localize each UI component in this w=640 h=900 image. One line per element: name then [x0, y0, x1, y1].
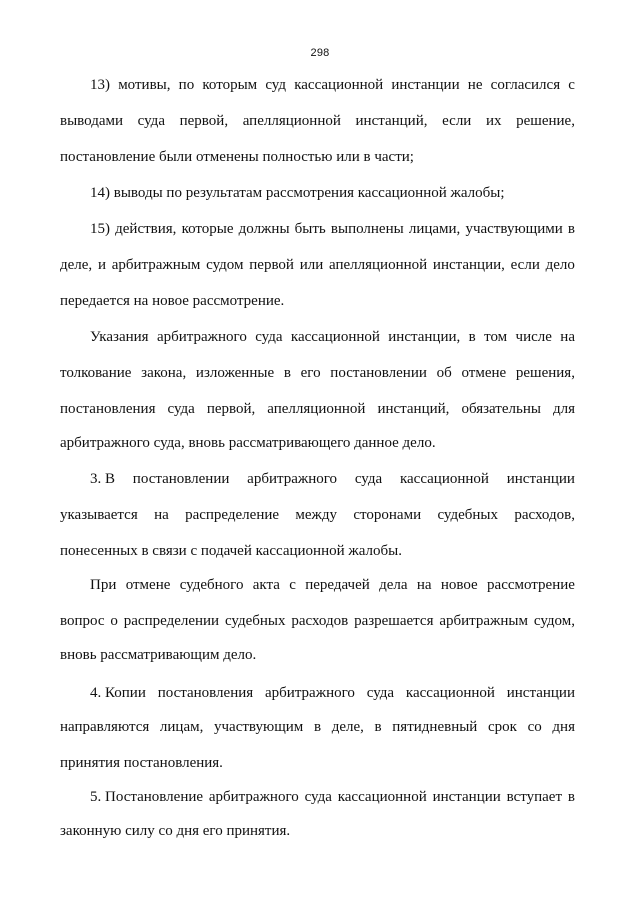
word: срок [487, 719, 517, 735]
word: дело [545, 257, 575, 273]
word: на [154, 507, 169, 523]
word: на [416, 577, 432, 593]
word: если [510, 257, 540, 273]
word: направляются [60, 719, 150, 735]
word: постановления [60, 401, 156, 417]
word: суда [137, 113, 165, 129]
word: распределение [185, 507, 280, 523]
word: между [295, 507, 338, 523]
word: апелляционной [267, 401, 366, 417]
word: распределении [123, 613, 220, 629]
text-line [60, 610, 575, 632]
word: расходов, [514, 507, 575, 523]
word: 3. В [90, 471, 116, 487]
text-line: понесенных в связи с подачей кассационной жалобы. [60, 543, 402, 559]
word: постановления [157, 685, 254, 701]
word: суда [304, 789, 332, 805]
word: лицами, [408, 221, 461, 237]
text-line [90, 682, 575, 704]
text-line: постановление были отменены полностью или в части; [60, 149, 414, 165]
word: которым [202, 77, 258, 93]
text-line: вновь рассматривающим дело. [60, 647, 257, 663]
word: в [374, 719, 382, 735]
word: 5. Постановление [90, 789, 204, 805]
word: суда [366, 685, 395, 701]
word: постановлении [132, 471, 230, 487]
word: разрешается [354, 613, 434, 629]
word: деле, [331, 719, 364, 735]
word: согласился [490, 77, 561, 93]
word: судом [206, 257, 244, 273]
word: по [178, 77, 195, 93]
word: 15) [90, 221, 110, 237]
word: инстанции [391, 77, 460, 93]
word: вопрос [60, 613, 105, 629]
word: кассационной [294, 77, 384, 93]
word: на [560, 329, 575, 345]
text-line [60, 362, 575, 384]
text-line [90, 786, 575, 808]
word: арбитражного [156, 329, 247, 345]
word: апелляционной [329, 257, 428, 273]
word: должны [238, 221, 290, 237]
word: об [436, 365, 452, 381]
word: арбитражного [247, 471, 338, 487]
word: действия, [115, 221, 177, 237]
word: изложенные [195, 365, 275, 381]
word: с [568, 77, 575, 93]
word: для [552, 401, 575, 417]
word: и [97, 257, 106, 273]
word: судом, [533, 613, 575, 629]
word: инстанции, [432, 257, 505, 273]
word: решение, [516, 113, 575, 129]
word: суда [255, 329, 283, 345]
word: дела [379, 577, 408, 593]
word: кассационной [405, 685, 495, 701]
word: арбитражным [439, 613, 529, 629]
word: в [313, 719, 322, 735]
word: выводами [60, 113, 124, 129]
word: или [299, 257, 324, 273]
text-line [90, 218, 575, 240]
text-line [90, 74, 575, 96]
word: Указания [90, 329, 149, 345]
word: расходов [291, 613, 349, 629]
word: лицам, [159, 719, 204, 735]
word: выполнены [330, 221, 404, 237]
word: с [289, 577, 296, 593]
word: первой, [206, 401, 256, 417]
word: 4. Копии [90, 685, 146, 701]
text-line [60, 504, 575, 526]
word: инстанции, [388, 329, 461, 345]
word: указывается [60, 507, 138, 523]
word: первой, [179, 113, 229, 129]
word: в [567, 789, 575, 805]
word: передачей [305, 577, 370, 593]
text-line [90, 574, 575, 596]
word: инстанций, [355, 113, 428, 129]
word: том [484, 329, 508, 345]
word: арбитражного [265, 685, 355, 701]
word: арбитражным [111, 257, 201, 273]
word: 13) [90, 77, 110, 93]
word: кассационной [337, 789, 427, 805]
word: инстанции [506, 685, 575, 701]
word: не [467, 77, 483, 93]
word: быть [294, 221, 326, 237]
word: акта [252, 577, 280, 593]
text-line [90, 468, 575, 490]
text-line [60, 254, 575, 276]
word: о [110, 613, 118, 629]
text-line [60, 716, 575, 738]
word: апелляционной [242, 113, 341, 129]
word: его [300, 365, 321, 381]
word: в [468, 329, 476, 345]
text-line [60, 110, 575, 132]
text-line [90, 326, 575, 348]
text-line: законную силу со дня его принятия. [60, 823, 291, 839]
word: рассмотрение [487, 577, 575, 593]
word: судебных [437, 507, 499, 523]
word: числе [515, 329, 552, 345]
word: дня [552, 719, 575, 735]
word: участвующим [214, 719, 304, 735]
text-line: арбитражного суда, вновь рассматривающего данное дело. [60, 435, 436, 451]
word: если [442, 113, 472, 129]
word: участвующими [465, 221, 563, 237]
word: толкование [60, 365, 132, 381]
word: в [567, 221, 575, 237]
word: постановлении [330, 365, 427, 381]
word: которые [181, 221, 234, 237]
text-line [60, 398, 575, 420]
word: отмене [461, 365, 507, 381]
page-number: 298 [310, 47, 330, 59]
word: мотивы, [118, 77, 171, 93]
word: суд [265, 77, 286, 93]
word: кассационной [290, 329, 380, 345]
word: инстанции [506, 471, 575, 487]
word: суда [167, 401, 195, 417]
word: кассационной [399, 471, 489, 487]
word: вступает [506, 789, 563, 805]
word: судебных [224, 613, 286, 629]
word: сторонами [353, 507, 422, 523]
text-line: передается на новое рассмотрение. [60, 293, 285, 309]
word: инстанций, [377, 401, 450, 417]
word: закона, [141, 365, 187, 381]
word: судебного [179, 577, 244, 593]
word: отмене [125, 577, 171, 593]
word: со [527, 719, 542, 735]
word: пятидневный [392, 719, 478, 735]
word: инстанции [432, 789, 501, 805]
word: суда [354, 471, 383, 487]
word: в [283, 365, 291, 381]
word: решения, [515, 365, 575, 381]
word: При [90, 577, 117, 593]
word: обязательны [461, 401, 541, 417]
text-line: принятия постановления. [60, 755, 223, 771]
text-line: 14) выводы по результатам рассмотрения кассационной жалобы; [90, 185, 505, 201]
word: деле, [60, 257, 93, 273]
word: новое [440, 577, 478, 593]
word: их [485, 113, 502, 129]
word: первой [249, 257, 294, 273]
word: арбитражного [208, 789, 299, 805]
